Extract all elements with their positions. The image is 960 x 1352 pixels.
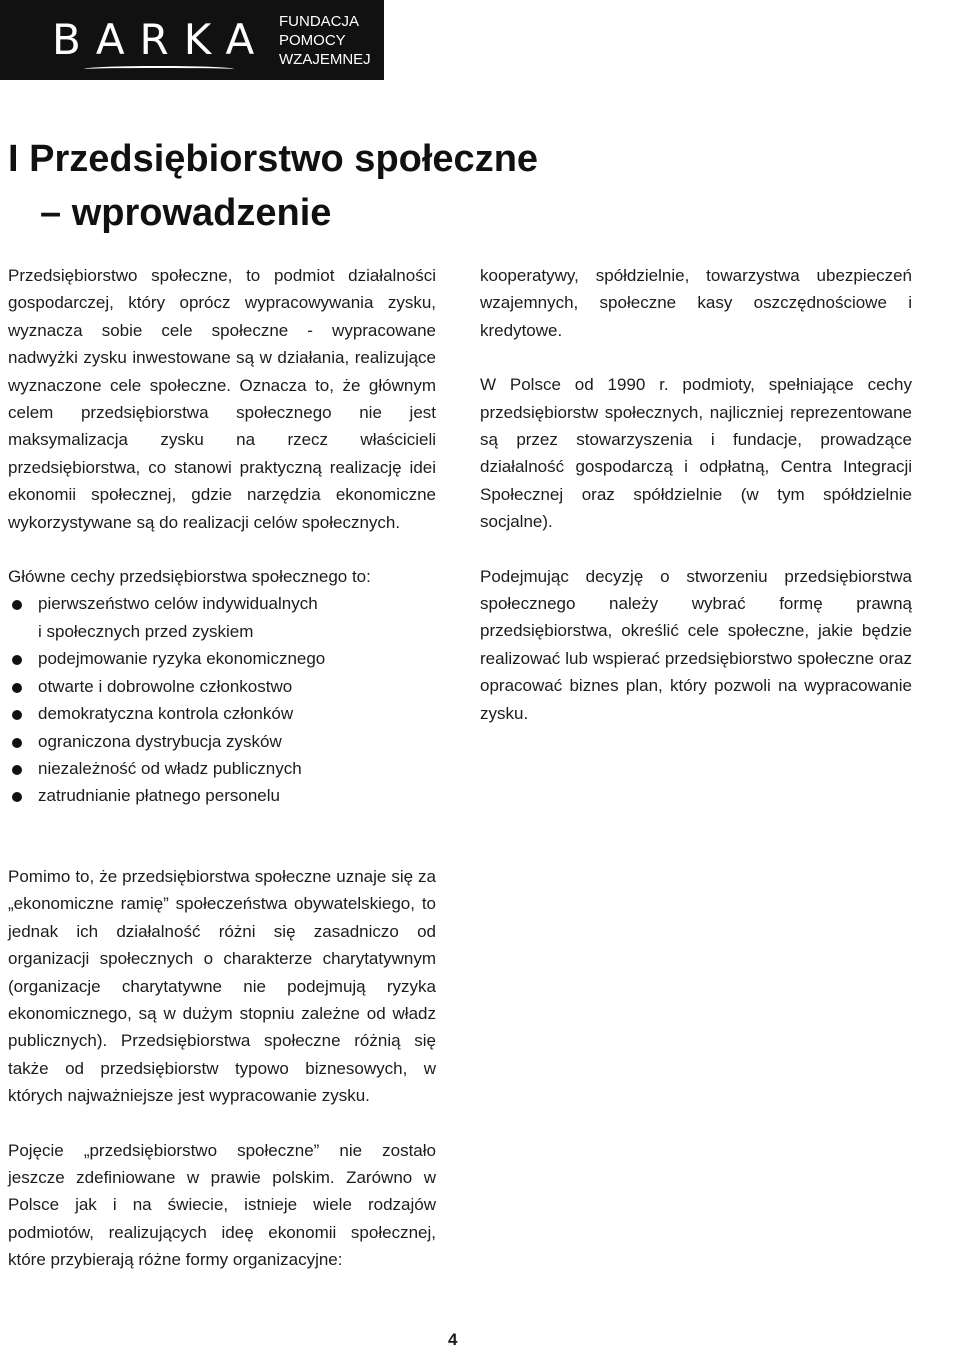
intro-paragraph: Przedsiębiorstwo społeczne, to podmiot działalności gospodarczej, który oprócz wypracowywania zysku, wyznacza sobie cele społeczne - wypracowane nadwyżki zysku inwestowane są w działania, realizujące wyznaczone cele społeczne. Oznacza to, że głównym celem przedsiębiorstwa społecznego nie jest maksymalizacja zysku na rzecz właścicieli przedsiębiorstwa, co stanowi praktyczną realizację idei ekonomii społecznej, gdzie narzędzia ekonomiczne wykorzystywane są do realizacji celów społecznych. <box>8 266 436 532</box>
foundation-line-1: FUNDACJA <box>279 13 360 30</box>
barka-logo: BARKA <box>52 15 270 64</box>
title-line-2: – wprowadzenie <box>40 192 332 234</box>
trait-text-continuation: i społecznych przed zyskiem <box>38 621 254 641</box>
page-title <box>8 132 538 240</box>
foundation-line-3: WZAJEMNEJ <box>279 51 371 68</box>
logo-arc-decoration <box>84 66 234 72</box>
page-number: 4 <box>448 1330 458 1349</box>
right-column <box>480 262 912 727</box>
list-item: demokratyczna kontrola członków <box>8 700 436 727</box>
list-item: zatrudnianie płatnego personelu <box>8 782 436 809</box>
traits-list <box>8 590 436 809</box>
foundation-name <box>279 12 371 69</box>
decision-paragraph: Podejmując decyzję o stworzeniu przedsiębiorstwa społecznego należy wybrać formę prawną przedsiębiorstwa, określić cele społeczne, jakie będzie realizować lub wspierać przedsiębiorstwo społeczne oraz opracować biznes plan, który pozwoli na wypracowanie zysku. <box>480 566 912 723</box>
definition-paragraph: Pojęcie „przedsiębiorstwo społeczne” nie zostało jeszcze zdefiniowane w prawie polskim. Zarówno w Polsce jak i na świecie, istnieje wiele rodzajów podmiotów, realizujących ideę ekonomii społecznej, które przybierają różne formy organizacyjne: <box>8 1140 436 1270</box>
list-item: podejmowanie ryzyka ekonomicznego <box>8 645 436 672</box>
title-line-1: I Przedsiębiorstwo społeczne <box>8 138 539 180</box>
difference-paragraph: Pomimo to, że przedsiębiorstwa społeczne uznaje się za „ekonomiczne ramię” społeczeństwa obywatelskiego, to jednak ich działalność różni się zasadniczo od organizacji społecznych o charakterze charytatywnym (organizacje charytatywne nie podejmują ryzyka ekonomicznego, są w dużym stopniu zależne od władz publicznych). Przedsiębiorstwa społeczne różnią się także od przedsiębiorstw typowo biznesowych, w których najważniejsze jest wypracowanie zysku. <box>8 867 436 1106</box>
forms-paragraph: kooperatywy, spółdzielnie, towarzystwa ubezpieczeń wzajemnych, społeczne kasy oszczędnościowe i kredytowe. <box>480 266 912 340</box>
trait-text: pierwszeństwo celów indywidualnych <box>38 594 318 614</box>
bottom-left-column <box>8 863 436 1274</box>
list-item <box>8 590 436 645</box>
foundation-line-2: POMOCY <box>279 32 346 49</box>
left-column <box>8 262 436 810</box>
list-item: otwarte i dobrowolne członkostwo <box>8 673 436 700</box>
list-item: ograniczona dystrybucja zysków <box>8 728 436 755</box>
traits-intro: Główne cechy przedsiębiorstwa społecznego to: <box>8 567 371 587</box>
header-logo-bar <box>0 0 384 80</box>
list-item: niezależność od władz publicznych <box>8 755 436 782</box>
poland-paragraph: W Polsce od 1990 r. podmioty, spełniające cechy przedsiębiorstw społecznych, najliczniej reprezentowane są przez stowarzyszenia i fundacje, prowadzące działalność gospodarczą i odpłatną, Centra Integracji Społecznej oraz spółdzielnie (w tym spółdzielnie socjalne). <box>480 375 912 532</box>
